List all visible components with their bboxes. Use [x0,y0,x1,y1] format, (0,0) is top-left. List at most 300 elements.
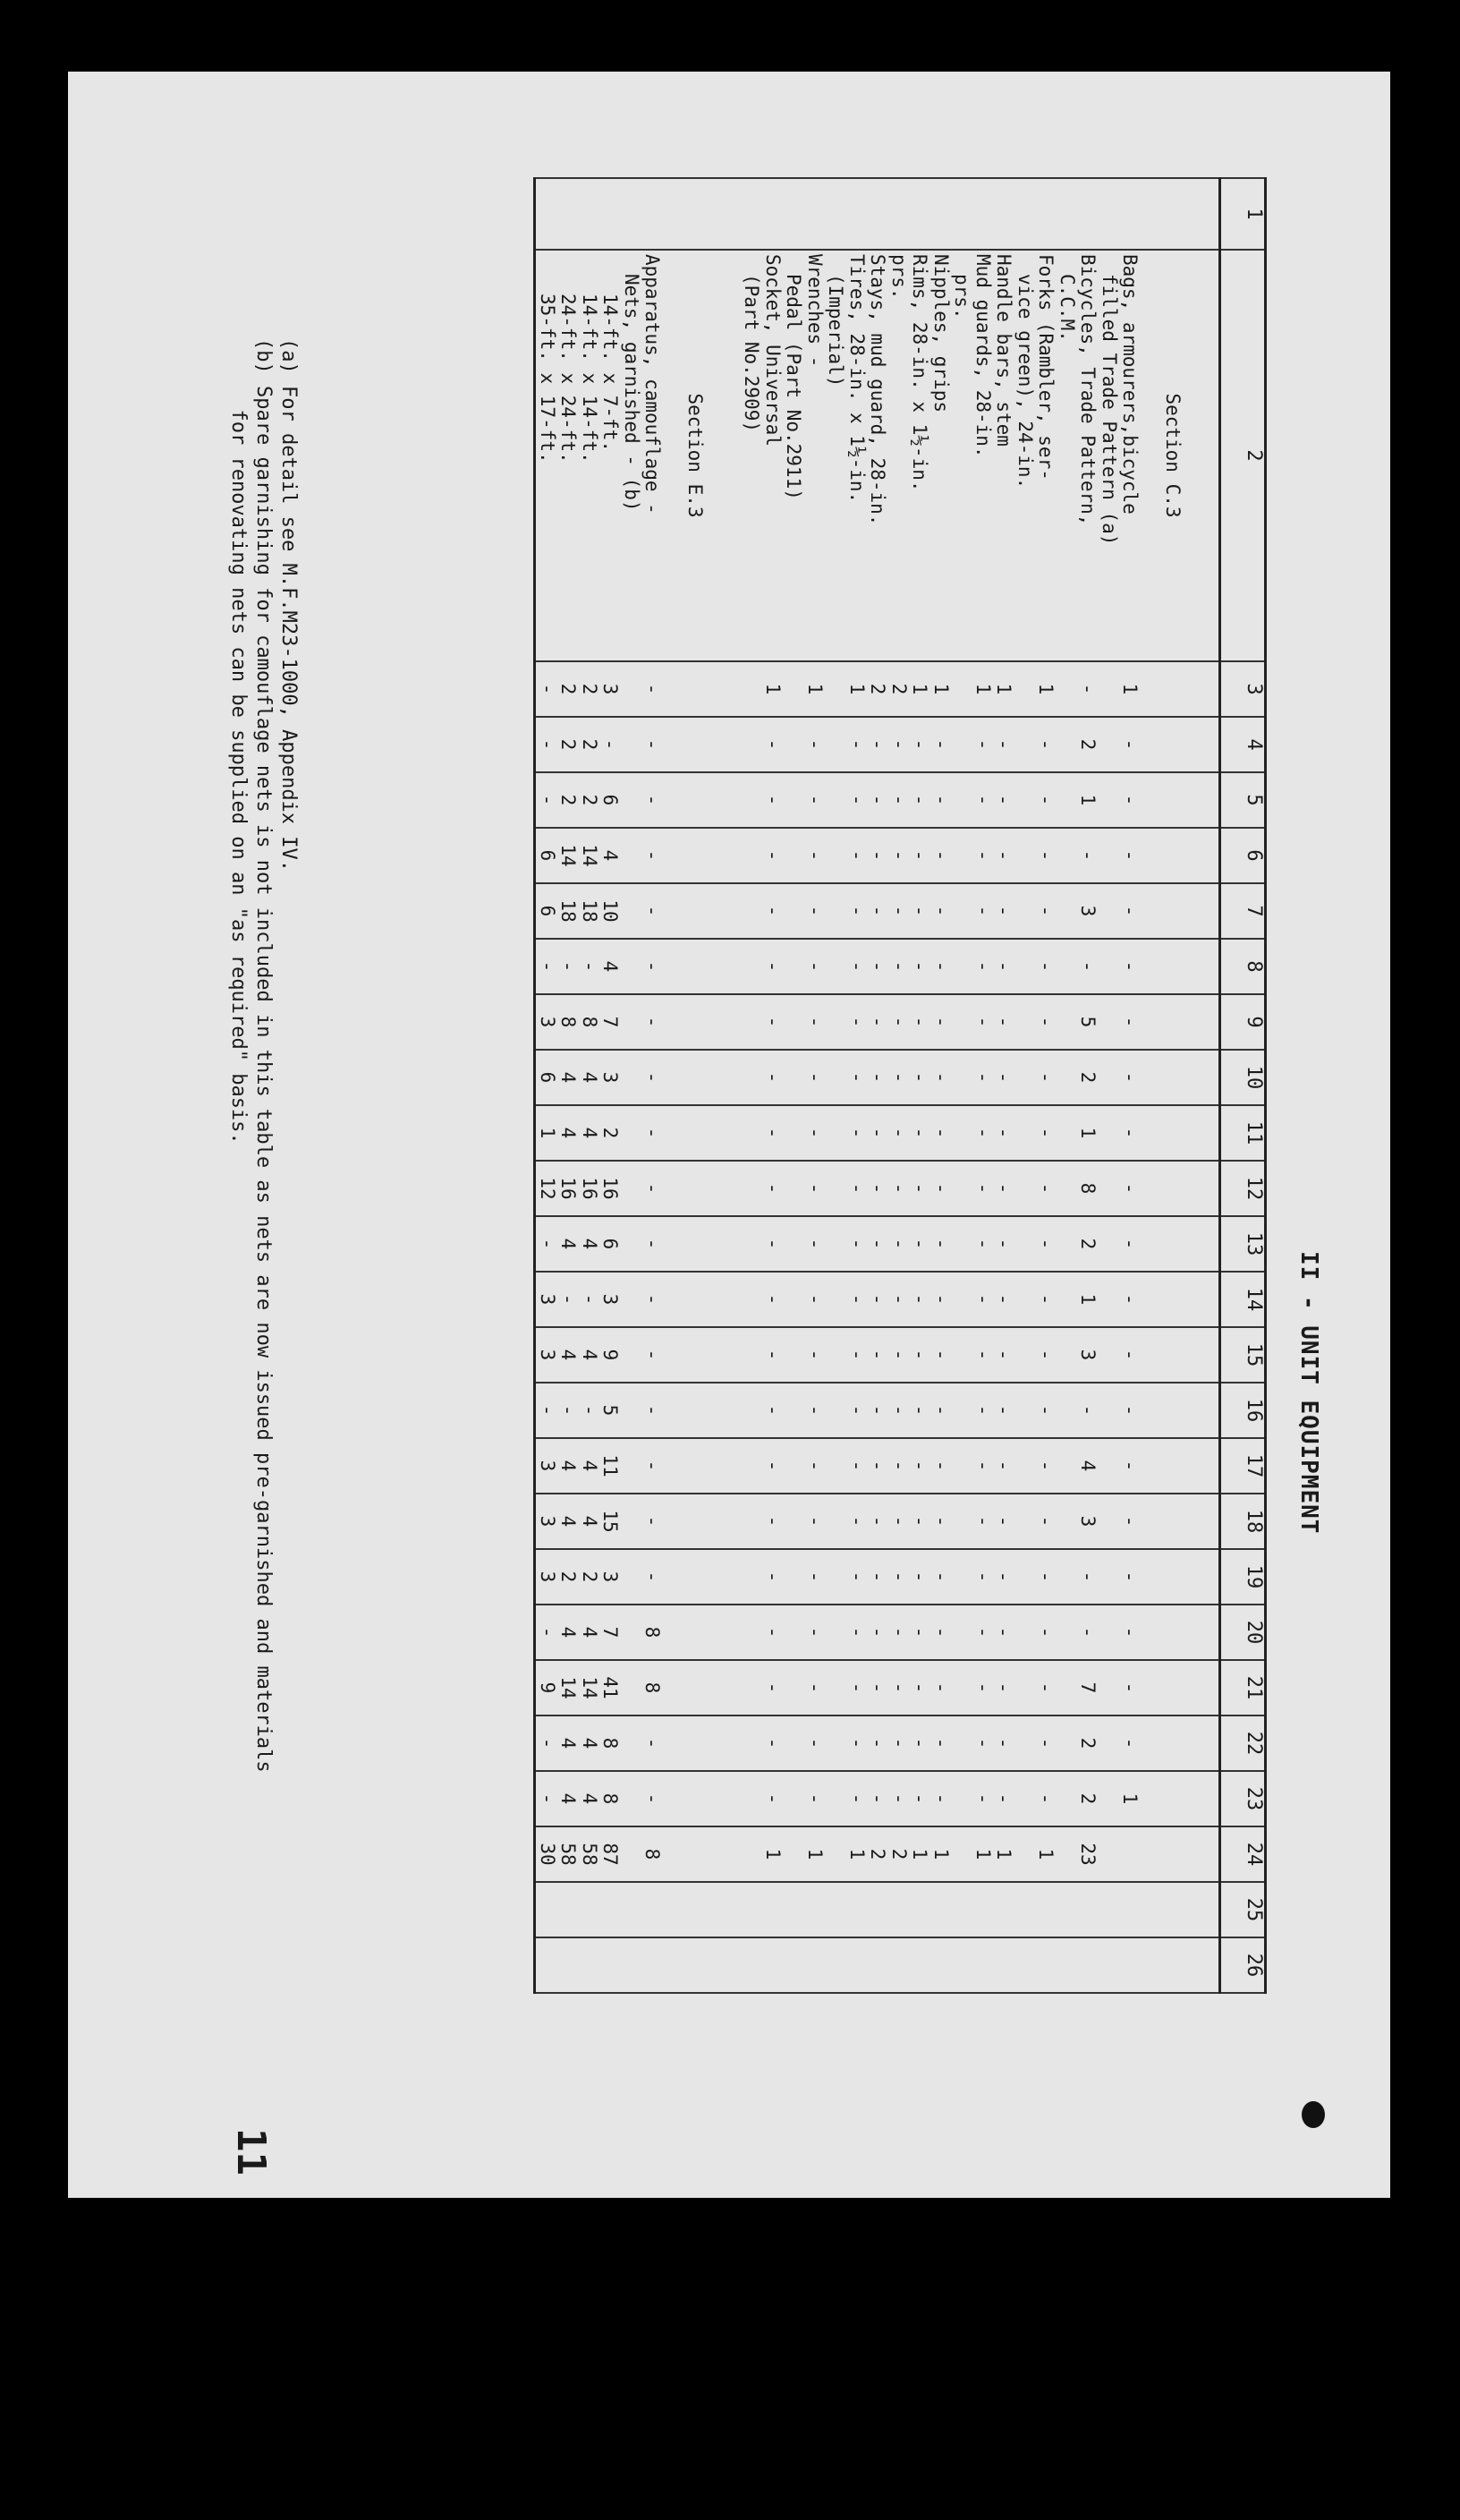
column-header-23: 23 [1220,1771,1266,1826]
empty-cell [741,178,783,250]
value-cell: - [579,1383,600,1438]
table-row [951,178,993,1993]
item-description [825,250,867,661]
table-row [867,178,888,1993]
item-line: prs. [888,254,910,300]
value-cell: 1 [825,661,867,717]
value-cell: 4 [557,1438,579,1494]
value-cell: 8 [621,1826,663,1882]
value-cell: - [993,1549,1014,1605]
value-cell: 1 [783,661,825,717]
value-cell: - [783,772,825,828]
section-row [663,178,742,1993]
empty-cell [1141,178,1220,250]
value-cell: - [993,1438,1014,1494]
empty-cell [930,178,952,250]
empty-cell [663,1937,742,1993]
value-cell: - [1099,717,1141,772]
value-cell: - [993,1715,1014,1771]
value-cell: - [930,1327,952,1383]
empty-cell [1141,1272,1220,1327]
value-cell: 18 [557,883,579,939]
value-cell: - [783,828,825,883]
value-cell: 2 [888,1826,910,1882]
empty-cell [867,178,888,250]
value-cell [535,1882,557,1937]
value-cell: - [951,1216,993,1272]
value-cell: - [621,772,663,828]
value-cell: - [1099,1494,1141,1549]
value-cell: - [888,994,910,1050]
column-header-8: 8 [1220,939,1266,994]
value-cell: - [867,1771,888,1826]
empty-cell [1141,1549,1220,1605]
value-cell: - [535,1715,557,1771]
value-cell: - [951,1327,993,1383]
empty-cell [1141,772,1220,828]
empty-cell [663,1383,742,1438]
value-cell: - [579,1272,600,1327]
value-cell: - [930,1050,952,1105]
item-description [783,250,825,661]
value-cell: - [621,883,663,939]
empty-cell [663,1105,742,1161]
value-cell: - [825,1327,867,1383]
value-cell: 4 [557,1494,579,1549]
value-cell: - [1014,1050,1057,1105]
value-cell: - [783,1216,825,1272]
value-cell: 4 [579,1050,600,1105]
value-cell: 2 [867,1826,888,1882]
value-cell: - [741,883,783,939]
value-cell: - [783,1605,825,1660]
value-cell: - [909,939,930,994]
value-cell: - [621,1216,663,1272]
column-header-13: 13 [1220,1216,1266,1272]
table-row [825,178,867,1993]
value-cell: - [951,828,993,883]
value-cell: - [621,1327,663,1383]
value-cell: 23 [1057,1826,1099,1882]
value-cell: - [888,1272,910,1327]
value-cell: - [783,1272,825,1327]
value-cell: 41 [599,1660,621,1715]
empty-cell [663,994,742,1050]
value-cell: - [867,1494,888,1549]
value-cell: - [1057,1549,1099,1605]
empty-cell [663,1161,742,1216]
empty-cell [1141,1494,1220,1549]
value-cell: - [1057,939,1099,994]
value-cell: - [825,1438,867,1494]
empty-cell [1141,1882,1220,1937]
value-cell: 2 [1057,1216,1099,1272]
value-cell: - [783,1715,825,1771]
value-cell: 4 [579,1715,600,1771]
value-cell: - [993,1383,1014,1438]
value-cell: - [825,1771,867,1826]
value-cell: - [930,1272,952,1327]
value-cell: - [825,1161,867,1216]
value-cell: 12 [535,1161,557,1216]
value-cell: - [1014,772,1057,828]
value-cell: - [783,1771,825,1826]
value-cell: 4 [579,1494,600,1549]
value-cell: - [621,939,663,994]
value-cell: - [993,939,1014,994]
value-cell: 1 [1057,772,1099,828]
value-cell: 1 [1014,661,1057,717]
item-description [1057,250,1099,661]
value-cell: 1 [1099,661,1141,717]
value-cell: 58 [557,1826,579,1882]
column-header-20: 20 [1220,1605,1266,1660]
item-line: Nipples, grips [930,254,952,413]
value-cell: - [951,1050,993,1105]
value-cell: - [741,1327,783,1383]
value-cell: - [741,1105,783,1161]
value-cell: - [930,939,952,994]
empty-cell [993,178,1014,250]
value-cell: - [783,1050,825,1105]
value-cell: - [1014,1605,1057,1660]
value-cell [599,1882,621,1937]
column-header-15: 15 [1220,1327,1266,1383]
table-row [909,178,930,1993]
empty-cell [1141,1216,1220,1272]
value-cell: - [1099,1660,1141,1715]
value-cell: - [1099,994,1141,1050]
value-cell [825,1937,867,1993]
value-cell: 2 [579,717,600,772]
value-cell: 14 [579,1660,600,1715]
value-cell: 3 [535,1438,557,1494]
value-cell: 5 [1057,994,1099,1050]
empty-cell [1141,1161,1220,1216]
item-description [867,250,888,661]
empty-cell [909,178,930,250]
value-cell: - [825,1605,867,1660]
value-cell: - [909,1272,930,1327]
value-cell: 6 [599,1216,621,1272]
column-header-11: 11 [1220,1105,1266,1161]
column-header-9: 9 [1220,994,1266,1050]
equipment-table [534,177,1268,1994]
column-header-18: 18 [1220,1494,1266,1549]
value-cell: - [930,1216,952,1272]
value-cell: 16 [599,1161,621,1216]
value-cell: 8 [599,1715,621,1771]
value-cell [741,1937,783,1993]
value-cell: - [741,994,783,1050]
value-cell: - [951,1161,993,1216]
rotated-sheet [227,177,1322,2235]
value-cell [1057,1937,1099,1993]
value-cell: 2 [579,661,600,717]
empty-cell [1057,178,1099,250]
item-line: Stays, mud guard, 28-in. [867,254,889,526]
empty-cell [663,1715,742,1771]
value-cell: 6 [535,1050,557,1105]
value-cell: 4 [599,828,621,883]
value-cell: - [825,1050,867,1105]
value-cell: - [621,828,663,883]
empty-cell [1141,939,1220,994]
footnote-b-cont: for renovating nets can be supplied on an "as required" basis. [227,338,250,1145]
table-row [783,178,825,1993]
value-cell: 8 [1057,1161,1099,1216]
empty-cell [663,1826,742,1882]
value-cell: 6 [535,883,557,939]
column-header-25: 25 [1220,1882,1266,1937]
value-cell: 3 [535,994,557,1050]
empty-cell [1141,661,1220,717]
value-cell: - [825,883,867,939]
value-cell: - [535,661,557,717]
value-cell: - [909,1715,930,1771]
value-cell: - [621,1161,663,1216]
value-cell: - [1014,1161,1057,1216]
value-cell: 1 [1014,1826,1057,1882]
value-cell: 1 [825,1826,867,1882]
item-description [599,250,621,661]
value-cell: - [867,1605,888,1660]
value-cell: 4 [579,1438,600,1494]
value-cell: - [930,1771,952,1826]
item-line: Nets, garnished - (b) [621,274,642,512]
empty-cell [1141,1715,1220,1771]
value-cell: 4 [599,939,621,994]
column-header-5: 5 [1220,772,1266,828]
value-cell: 58 [579,1826,600,1882]
value-cell: - [621,1771,663,1826]
value-cell: 11 [599,1438,621,1494]
value-cell: - [741,1161,783,1216]
empty-cell [951,178,993,250]
column-header-3: 3 [1220,661,1266,717]
value-cell: - [909,1383,930,1438]
empty-cell [1141,828,1220,883]
value-cell: - [1099,1161,1141,1216]
empty-cell [663,1327,742,1383]
value-cell: 8 [579,994,600,1050]
value-cell: 1 [1057,1272,1099,1327]
value-cell: 1 [909,661,930,717]
empty-cell [663,1438,742,1494]
value-cell: - [825,1494,867,1549]
value-cell: - [621,1050,663,1105]
value-cell: - [621,994,663,1050]
value-cell: - [1099,1549,1141,1605]
value-cell: 2 [557,772,579,828]
value-cell: - [909,828,930,883]
value-cell: - [930,772,952,828]
empty-cell [1141,717,1220,772]
value-cell [909,1937,930,1993]
value-cell: - [535,1605,557,1660]
value-cell: 3 [599,661,621,717]
value-cell: - [909,1105,930,1161]
value-cell: - [909,717,930,772]
value-cell: 3 [1057,1494,1099,1549]
table-row [535,178,557,1993]
empty-cell [1141,1660,1220,1715]
value-cell: - [1099,1438,1141,1494]
value-cell: - [1014,1494,1057,1549]
empty-cell [1141,1383,1220,1438]
empty-cell [1141,1050,1220,1105]
value-cell: - [741,1216,783,1272]
empty-cell [663,1494,742,1549]
value-cell: - [867,1161,888,1216]
item-description [951,250,993,661]
value-cell: - [1099,772,1141,828]
column-header-24: 24 [1220,1826,1266,1882]
value-cell: - [909,1438,930,1494]
value-cell: - [1099,1327,1141,1383]
value-cell: - [867,939,888,994]
item-line: Wrenches - [804,254,826,368]
value-cell [909,1882,930,1937]
value-cell: 8 [621,1605,663,1660]
value-cell: - [825,1549,867,1605]
value-cell [930,1937,952,1993]
value-cell: - [993,1272,1014,1327]
value-cell: - [909,1660,930,1715]
value-cell: 6 [535,828,557,883]
value-cell: - [993,994,1014,1050]
value-cell: - [557,1272,579,1327]
value-cell: - [867,1549,888,1605]
value-cell [579,1882,600,1937]
value-cell: - [621,1715,663,1771]
column-header-10: 10 [1220,1050,1266,1105]
value-cell [993,1882,1014,1937]
value-cell: - [909,772,930,828]
value-cell: 1 [930,661,952,717]
value-cell: - [951,1438,993,1494]
value-cell: 4 [1057,1438,1099,1494]
empty-cell [1141,1771,1220,1826]
value-cell: - [888,1605,910,1660]
value-cell: 8 [557,994,579,1050]
value-cell: - [888,1660,910,1715]
column-header-19: 19 [1220,1549,1266,1605]
item-line: Bags, armourers,bicycle [1119,254,1142,515]
value-cell: - [888,828,910,883]
column-header-17: 17 [1220,1438,1266,1494]
value-cell: 7 [1057,1660,1099,1715]
value-cell: 7 [599,1605,621,1660]
value-cell: - [867,883,888,939]
value-cell: - [909,994,930,1050]
value-cell: - [621,1494,663,1549]
value-cell: - [930,1605,952,1660]
value-cell: 2 [1057,717,1099,772]
value-cell [599,1937,621,1993]
value-cell: - [930,717,952,772]
value-cell: - [825,1715,867,1771]
value-cell: - [888,1050,910,1105]
value-cell: 1 [535,1105,557,1161]
value-cell: - [867,1216,888,1272]
value-cell: - [741,1605,783,1660]
value-cell: - [783,1327,825,1383]
value-cell: - [783,994,825,1050]
column-header-4: 4 [1220,717,1266,772]
value-cell: 16 [557,1161,579,1216]
value-cell: - [993,1327,1014,1383]
empty-cell [663,178,742,250]
value-cell: 2 [579,772,600,828]
value-cell: 2 [888,661,910,717]
page-number: 11 [228,2128,274,2175]
value-cell: 4 [557,1605,579,1660]
value-cell: - [993,1161,1014,1216]
column-header-26: 26 [1220,1937,1266,1993]
value-cell: - [825,1105,867,1161]
value-cell: 2 [579,1549,600,1605]
value-cell: - [535,939,557,994]
item-line: Bicycles, Trade Pattern, [1077,254,1099,526]
value-cell: 1 [993,1826,1014,1882]
table-row [1099,178,1141,1993]
value-cell: 4 [579,1327,600,1383]
value-cell [1099,1826,1141,1882]
value-cell: - [1099,1105,1141,1161]
value-cell: - [993,772,1014,828]
value-cell: - [909,1771,930,1826]
value-cell: - [930,1549,952,1605]
value-cell: - [825,772,867,828]
value-cell [535,1937,557,1993]
value-cell: 1 [1099,1771,1141,1826]
value-cell [888,1937,910,1993]
item-description [579,250,600,661]
value-cell: - [930,1383,952,1438]
value-cell: - [1014,1105,1057,1161]
table-row [599,178,621,1993]
value-cell [783,1882,825,1937]
value-cell [825,1882,867,1937]
value-cell: - [557,1383,579,1438]
value-cell: 14 [557,828,579,883]
item-description [1014,250,1057,661]
value-cell: - [621,717,663,772]
section-title: Section C.3 [1141,250,1220,661]
value-cell: - [1014,717,1057,772]
empty-cell [663,1050,742,1105]
column-header-7: 7 [1220,883,1266,939]
value-cell: - [951,994,993,1050]
value-cell [951,1937,993,1993]
value-cell: - [888,1494,910,1549]
value-cell: - [783,1105,825,1161]
table-row [741,178,783,1993]
value-cell: 3 [599,1272,621,1327]
value-cell [557,1937,579,1993]
empty-cell [1141,883,1220,939]
item-line: Mud guards, 28-in. [972,254,994,458]
item-line: 35-ft. x 17-ft. [537,294,558,464]
empty-cell [663,772,742,828]
empty-cell [621,178,663,250]
value-cell: - [951,1105,993,1161]
column-header-12: 12 [1220,1161,1266,1216]
value-cell: - [930,1105,952,1161]
value-cell [621,1882,663,1937]
value-cell: - [888,1383,910,1438]
